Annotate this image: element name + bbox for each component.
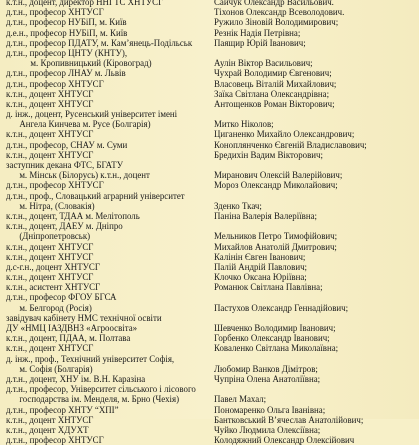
member-name: Мороз Олександр Миколайович;: [214, 180, 338, 191]
member-name: Паніна Валерія Валеріївна;: [214, 210, 317, 221]
committee-row: [0, 415, 419, 425]
member-name: [201, 354, 419, 364]
member-title: к.т.н., доцент ХНТУСГ: [6, 251, 94, 262]
member-name: Коноплянченко Євгеній Владиславович;: [214, 139, 367, 150]
committee-row: [0, 119, 419, 129]
committee-row: [0, 252, 419, 262]
member-name: Аулін Віктор Васильович;: [214, 58, 313, 69]
member-title: м. Мінськ (Білорусь) к.т.н., доцент: [6, 170, 150, 181]
committee-row: [0, 242, 419, 252]
member-title: д.т.н., професор ХНТУСГ: [6, 78, 104, 89]
member-name: Любомир Ванков Дімітров;: [214, 363, 318, 374]
member-title: д.т.н., професор ХНТУСГ: [6, 7, 104, 18]
committee-row: [0, 405, 419, 415]
member-name: Колодяжний Олександр Олексійович: [214, 435, 355, 445]
committee-row: [0, 180, 419, 190]
member-title: (Дніпропетровськ): [6, 231, 91, 242]
member-title: д.т.н., професор ХНТУ “ХПІ”: [6, 404, 119, 415]
member-title: к.т.н., асистент ХНТУСГ: [6, 282, 101, 293]
committee-row: [0, 28, 419, 38]
member-name: Клочко Оксана Юріївна;: [214, 272, 307, 283]
member-name: [201, 384, 419, 394]
committee-row: [0, 384, 419, 394]
member-title: д.т.н., проф., Словацький аграрний університет: [6, 190, 185, 201]
member-title: д.т.н., професор, Університет сільського і лісового: [6, 384, 196, 395]
committee-row: [0, 231, 419, 241]
committee-row: [0, 303, 419, 313]
member-name: Ружило Зіновій Володимирович;: [214, 17, 339, 28]
member-name: Антощенков Роман Вікторович;: [214, 98, 335, 109]
member-name: Бредихін Вадим Вікторович;: [214, 149, 323, 160]
member-title: м. Нітра, (Словакія): [6, 200, 95, 211]
member-title: к.т.н., доцент ХНТУСГ: [6, 414, 94, 425]
committee-row: [0, 272, 419, 282]
member-name: [201, 292, 419, 302]
member-title: д.т.н., професор ФГОУ БГСА: [6, 292, 117, 303]
committee-row: [0, 435, 419, 445]
committee-row: [0, 109, 419, 119]
committee-row: [0, 211, 419, 221]
member-title: к.т.н., доцент ХНТУСГ: [6, 88, 94, 99]
committee-row: [0, 394, 419, 404]
member-name: Резнік Надія Петрівна;: [214, 27, 301, 38]
member-title: м. Софія (Болгарія): [6, 363, 93, 374]
member-title: д.т.н., професор, СНАУ м. Суми: [6, 139, 128, 150]
committee-row: [0, 7, 419, 17]
member-name: Циганенко Михайло Олександрович;: [214, 129, 355, 140]
member-title: д.т.н., професор ЛНАУ м. Львів: [6, 68, 126, 79]
member-title: к.т.н., доцент ХНТУСГ: [6, 241, 94, 252]
member-title: д.с-г.н., доцент ХНТУСГ: [6, 261, 100, 272]
member-name: Чуйко Людмила Олексіївна;: [214, 424, 321, 435]
member-name: Тіхонов Олександр Всеволодович.: [214, 7, 345, 18]
committee-row: [0, 262, 419, 272]
member-name: Шевченко Володимир Іванович;: [214, 323, 336, 333]
committee-row: [0, 0, 419, 7]
member-title: к.т.н., доцент ХНТУСГ: [6, 129, 94, 140]
committee-row: [0, 364, 419, 374]
committee-row: [0, 129, 419, 139]
committee-row: [0, 89, 419, 99]
member-name: [201, 160, 419, 170]
member-title: Ангела Кинчева м. Русе (Болгарія): [6, 119, 151, 130]
member-name: Чупріна Олена Анатоліївна;: [214, 373, 321, 384]
committee-row: [0, 150, 419, 160]
committee-row: [0, 201, 419, 211]
member-name: Бантковський В’ячеслав Анатолійович;: [214, 414, 364, 425]
committee-row: [0, 323, 419, 333]
member-title: к.т.н., доцент ХНТУСГ: [6, 149, 94, 160]
committee-row: [0, 282, 419, 292]
member-name: Сайчук Олександр Васильович.: [214, 0, 334, 7]
committee-row: [0, 292, 419, 302]
member-name: Романюк Світлана Павлівна;: [214, 282, 323, 293]
member-title: д.е.н., професор НУБіП, м. Київ: [6, 27, 128, 38]
committee-row: [0, 17, 419, 27]
member-name: Миранович Олексій Валерійович;: [214, 170, 343, 181]
committee-row: [0, 221, 419, 231]
member-name: Заїка Світлана Олександрівна;: [214, 88, 330, 99]
committee-row: [0, 68, 419, 78]
member-title: д.т.н., професор ЦНТУ (КНТУ),: [6, 47, 128, 58]
member-title: д.т.н., професор ХНТУСГ: [6, 435, 104, 445]
member-title: к.т.н., доцент ХНТУСГ: [6, 98, 94, 109]
committee-row: [0, 425, 419, 435]
member-title: д.т.н., професор ХНТУСГ: [6, 180, 104, 191]
member-name: Пастухов Олександр Геннадійович;: [214, 302, 349, 313]
member-title: д.т.н., доцент, ХНУ ім. В.Н. Каразіна: [6, 373, 146, 384]
member-name: Коваленко Світлана Миколаївна;: [214, 343, 339, 354]
member-name: [201, 109, 419, 119]
member-name: Власовець Віталій Михайлович;: [214, 78, 337, 89]
member-title: м. Кропивницький (Кіровоград): [6, 58, 152, 69]
member-title: завідувач кабінету НМС технічної освіти: [6, 312, 162, 323]
member-name: [201, 313, 419, 323]
member-name: [201, 221, 419, 231]
member-title: д. інж., доцент, Русенський університет імені: [6, 109, 178, 120]
member-name: Митко Ніколов;: [214, 119, 274, 130]
committee-row: [0, 79, 419, 89]
member-name: Михайлов Анатолій Дмитрович;: [214, 241, 337, 252]
committee-row: [0, 333, 419, 343]
member-name: Калінін Євген Іванович;: [214, 251, 306, 262]
member-name: Горбенко Олександр Іванович;: [214, 333, 330, 344]
member-title: к.т.н., доцент, ТДАА м. Мелітополь: [6, 210, 140, 221]
member-title: к.т.н., доцент, директор ННІ ТС ХНТУСГ: [6, 0, 164, 7]
member-name: Пономаренко Ольга Іванівна;: [214, 404, 326, 415]
member-title: к.т.н., доцент, ПДАА, м. Полтава: [6, 333, 131, 344]
member-name: Зденко Ткач;: [214, 200, 262, 211]
committee-row: [0, 58, 419, 68]
committee-row: [0, 38, 419, 48]
member-name: Палій Андрій Павлович;: [214, 261, 307, 272]
committee-row: [0, 191, 419, 201]
committee-row: [0, 343, 419, 353]
member-name: Павел Махал;: [214, 394, 267, 405]
member-name: Паящир Юрій Іванович;: [214, 37, 306, 48]
committee-row: [0, 140, 419, 150]
member-title: ДУ «НМЦ ІАЗДВНЗ «Агроосвіта»: [6, 323, 138, 333]
member-title: заступник декана ФТС, БГАТУ: [6, 160, 124, 170]
member-name: [201, 191, 419, 201]
member-title: к.т.н., доцент ХНТУСГ: [6, 272, 94, 283]
committee-row: [0, 48, 419, 58]
committee-row: [0, 374, 419, 384]
committee-row: [0, 354, 419, 364]
member-title: господарства ім. Менделя, м. Брно (Чехія): [6, 394, 180, 405]
member-title: к.т.н., доцент ХДУХТ: [6, 424, 89, 435]
member-name: Чухрай Володимир Євгенович;: [214, 68, 332, 79]
member-title: д.т.н., професор ПДАТУ, м. Кам’янець-Подільськ: [6, 37, 193, 48]
committee-row: [0, 170, 419, 180]
member-name: [201, 48, 419, 58]
member-title: к.т.н., доцент, ДАЕУ м. Дніпро: [6, 221, 123, 232]
member-title: м. Белгород (Росія): [6, 302, 92, 313]
member-title: д.т.н., професор НУБіП, м. Київ: [6, 17, 127, 28]
committee-row: [0, 99, 419, 109]
committee-row: [0, 160, 419, 170]
member-name: Мельников Петро Тимофійович;: [214, 231, 338, 242]
committee-row: [0, 313, 419, 323]
member-title: д. інж., проф., Технічний університет Софія,: [6, 353, 175, 364]
member-title: к.т.н., доцент ХНТУСГ: [6, 343, 94, 354]
